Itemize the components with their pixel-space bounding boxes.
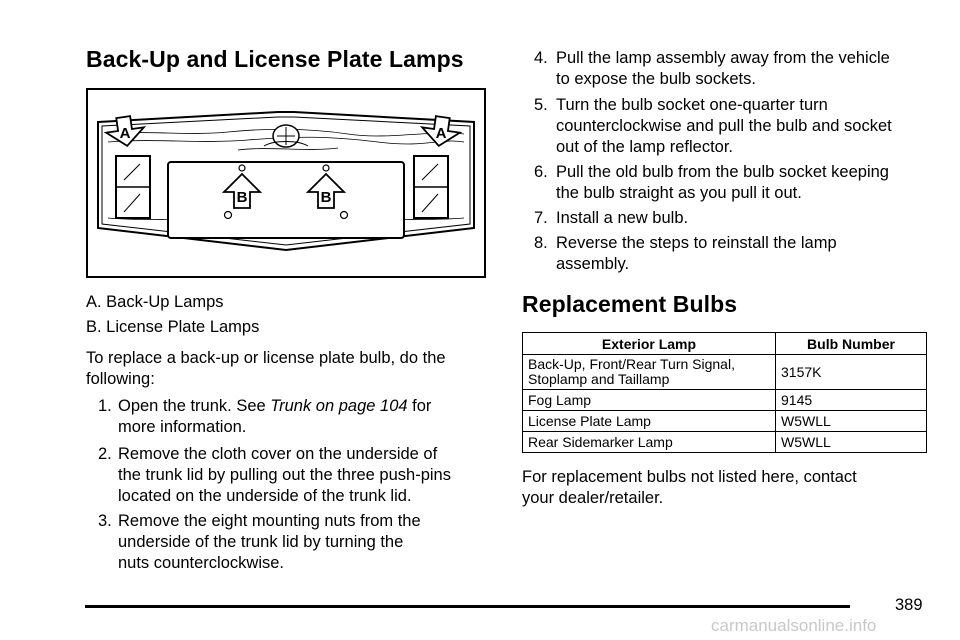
bulb-cell: 3157K [776, 355, 927, 390]
caption-back-up-lamps: A. Back-Up Lamps [86, 293, 224, 311]
table-header-row [523, 333, 927, 355]
lamp-cell-line-1: Back-Up, Front/Rear Turn Signal, [528, 356, 735, 372]
step-3-line-1: Remove the eight mounting nuts from the [118, 512, 421, 530]
step-8-line-1: Reverse the steps to reinstall the lamp [556, 234, 837, 252]
step-5-number: 5. [534, 96, 548, 114]
intro-line-2: following: [86, 370, 155, 388]
step-2-line-2: the trunk lid by pulling out the three push-pins [118, 466, 451, 484]
table-row [523, 411, 927, 432]
lamp-cell-line-2: Stoplamp and Taillamp [528, 371, 670, 387]
callout-b-right-label: B [320, 189, 332, 206]
page-number: 389 [895, 596, 923, 614]
step-2-line-1: Remove the cloth cover on the underside of [118, 445, 438, 463]
callout-a-left-label: A [119, 125, 131, 142]
step-5-line-1: Turn the bulb socket one-quarter turn [556, 96, 828, 114]
step-1-text: Open the trunk. See [118, 397, 271, 415]
step-4-line-1: Pull the lamp assembly away from the vehicle [556, 49, 890, 67]
replacement-bulbs-table [522, 332, 927, 453]
step-2-line-3: located on the underside of the trunk lid. [118, 487, 412, 505]
footer-rule [85, 605, 850, 608]
intro-line-1: To replace a back-up or license plate bulb, do the [86, 349, 446, 367]
step-3-line-2: underside of the trunk lid by turning the [118, 533, 404, 551]
column-header-exterior-lamp: Exterior Lamp [523, 333, 776, 355]
step-2-number: 2. [98, 445, 112, 463]
lamp-assembly-figure [86, 88, 486, 278]
step-3-number: 3. [98, 512, 112, 530]
bulb-cell: W5WLL [776, 411, 927, 432]
bulb-cell: 9145 [776, 390, 927, 411]
step-4-line-2: to expose the bulb sockets. [556, 70, 756, 88]
step-6-line-1: Pull the old bulb from the bulb socket keeping [556, 163, 889, 181]
section-heading-lamps: Back-Up and License Plate Lamps [86, 46, 464, 72]
step-7-number: 7. [534, 209, 548, 227]
closing-line-2: your dealer/retailer. [522, 489, 664, 507]
step-1-text-end: for [407, 397, 432, 415]
step-8-number: 8. [534, 234, 548, 252]
callout-b-left-label: B [236, 189, 248, 206]
step-4-number: 4. [534, 49, 548, 67]
table-row [523, 355, 927, 390]
watermark: carmanualsonline.info [711, 616, 877, 635]
callout-a-right-label: A [435, 125, 447, 142]
bulb-cell: W5WLL [776, 432, 927, 453]
section-heading-bulbs: Replacement Bulbs [522, 291, 738, 317]
step-7-line-1: Install a new bulb. [556, 209, 689, 227]
step-5-line-3: out of the lamp reflector. [556, 138, 734, 156]
caption-license-plate-lamps: B. License Plate Lamps [86, 318, 260, 336]
lamp-cell [523, 355, 776, 390]
step-6-line-2: the bulb straight as you pull it out. [556, 184, 802, 202]
column-header-bulb-number: Bulb Number [776, 333, 927, 355]
step-6-number: 6. [534, 163, 548, 181]
table-row [523, 432, 927, 453]
closing-line-1: For replacement bulbs not listed here, contact [522, 468, 857, 486]
step-8-line-2: assembly. [556, 255, 630, 273]
step-3-line-3: nuts counterclockwise. [118, 554, 284, 572]
trunk-lid-illustration [88, 90, 484, 276]
lamp-cell: License Plate Lamp [523, 411, 776, 432]
table-row [523, 390, 927, 411]
lamp-cell: Rear Sidemarker Lamp [523, 432, 776, 453]
step-1-line-2: more information. [118, 418, 247, 436]
step-5-line-2: counterclockwise and pull the bulb and socket [556, 117, 892, 135]
trunk-page-link[interactable]: Trunk on page 104 [270, 397, 408, 415]
step-1-number: 1. [98, 397, 112, 415]
lamp-cell: Fog Lamp [523, 390, 776, 411]
